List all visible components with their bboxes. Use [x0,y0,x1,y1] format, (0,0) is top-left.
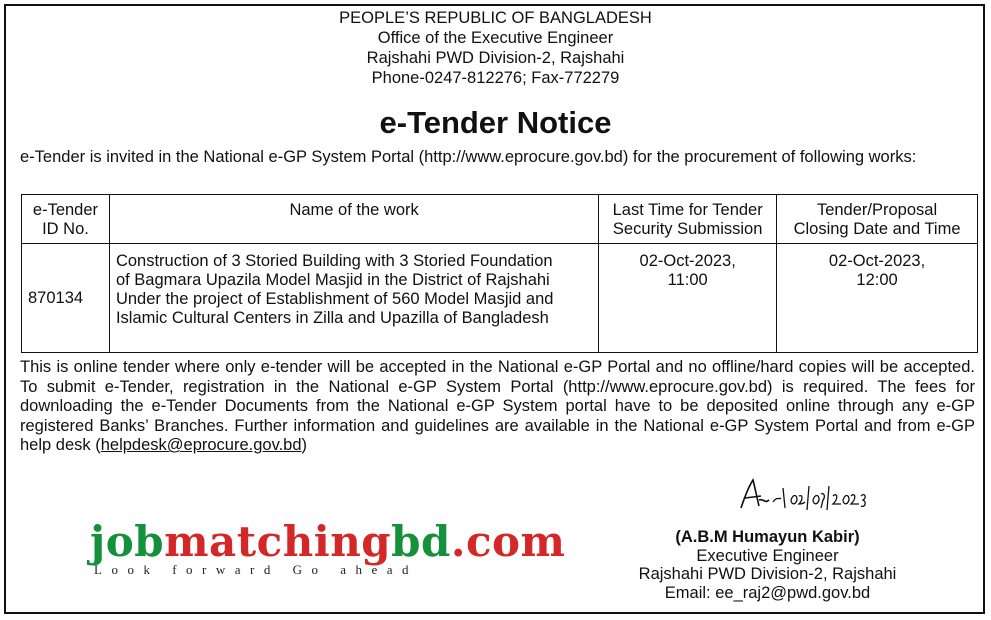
tender-table [21,194,978,353]
notice-title: e-Tender Notice [379,105,612,140]
helpdesk-email-link[interactable]: helpdesk@eprocure.gov.bd [100,436,302,454]
notice-header [0,8,991,88]
header-work-name: Name of the work [109,195,598,244]
instructions-paragraph: This is online tender where only e-tender will be accepted in the National e-GP Portal and no offline/hard copies will be accepted. To submit e-Tender, registration in the National e-GP System Portal (http://www.eprocure.gov.bd) is required. The fees for downloading the e-Tender Documents from the National e-GP System portal have to be deposited online through any e-GP registered Banks’ Branches. Further information and guidelines are available in the National e-GP System Portal and from e-GP help desk (helpdesk@eprocure.gov.bd) [20,358,975,454]
signature-block [620,528,915,602]
signatory-office: Rajshahi PWD Division-2, Rajshahi [638,565,897,583]
header-tender-id: e-Tender ID No. [22,195,110,244]
closing-date-cell: 02-Oct-2023, 12:00 [777,244,978,353]
security-deadline-cell: 02-Oct-2023, 11:00 [599,244,777,353]
header-contact: Phone-0247-812276; Fax-772279 [371,69,620,87]
header-security-deadline: Last Time for Tender Security Submission [599,195,777,244]
table-row [22,244,978,353]
tender-id-cell: 870134 [22,244,110,353]
header-country: PEOPLE’S REPUBLIC OF BANGLADESH [339,9,652,27]
logo-wordmark: jobmatchingbd.com [90,517,566,566]
signatory-name: (A.B.M Humayun Kabir) [675,528,860,546]
signatory-designation: Executive Engineer [696,546,839,565]
table-header-row [22,195,978,244]
work-name-cell: Construction of 3 Storied Building with 3 Storied Foundation of Bagmara Upazila Model Masjid in the District of Rajshahi Under the project of Establishment of 560 Model Masjid and Islamic Cultural Centers in Zilla and Upazilla of Bangladesh [109,244,598,353]
header-office: Office of the Executive Engineer [377,29,614,47]
handwritten-signature [735,478,875,512]
header-closing-date: Tender/Proposal Closing Date and Time [777,195,978,244]
header-division: Rajshahi PWD Division-2, Rajshahi [366,49,625,67]
jobmatchingbd-logo [90,517,566,578]
signatory-email: Email: ee_raj2@pwd.gov.bd [664,583,871,602]
logo-tagline: Look forward Go ahead [94,562,419,577]
intro-paragraph: e-Tender is invited in the National e-GP System Portal (http://www.eprocure.gov.bd) for the procurement of following works: [20,148,917,166]
